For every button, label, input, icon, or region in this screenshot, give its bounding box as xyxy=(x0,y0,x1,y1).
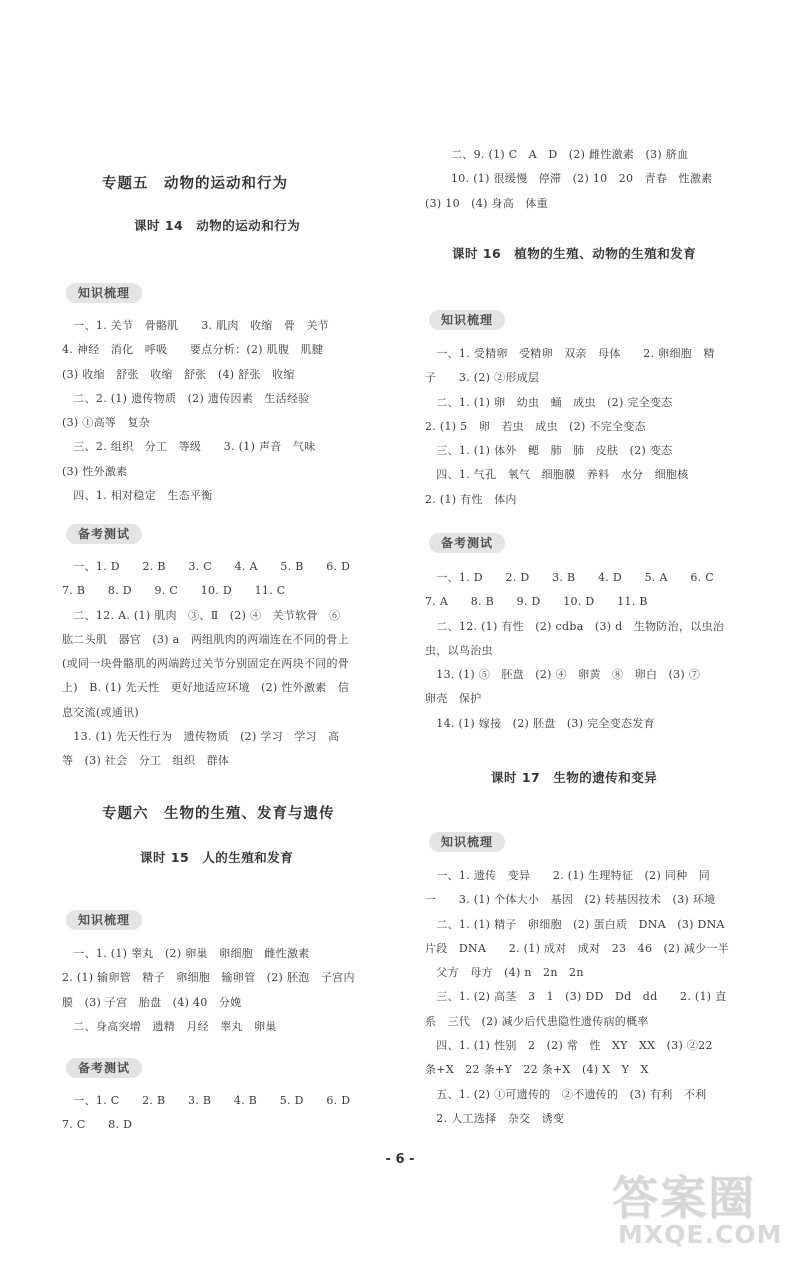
text-line: 条+X 22 条+Y 22 条+X (4) X Y X xyxy=(425,1063,649,1077)
text-line: 2. (1) 有性 体内 xyxy=(425,492,517,506)
text-line: (3) 性外激素 xyxy=(62,464,128,478)
text-line: 一、1. D 2. D 3. B 4. D 5. A 6. C xyxy=(425,571,714,584)
text-line: 五、1. (2) ①可遗传的 ②不遗传的 (3) 有利 不利 xyxy=(425,1087,707,1101)
text-line: 一、1. 关节 骨骼肌 3. 肌肉 收缩 骨 关节 xyxy=(62,319,330,332)
lesson14-knowledge-badge: 知识梳理 xyxy=(66,283,142,303)
text-line: 一、1. (1) 睾丸 (2) 卵巢 卵细胞 雌性激素 xyxy=(62,947,310,960)
lesson14-title: 课时 14 动物的运动和行为 xyxy=(134,218,301,233)
text-line: 四、1. (1) 性别 2 (2) 常 性 XY XX (3) ②22 xyxy=(425,1039,713,1053)
lesson15-knowledge-block xyxy=(62,942,362,1039)
text-line: 系 三代 (2) 减少后代患隐性遗传病的概率 xyxy=(425,1014,649,1028)
text-line: 膜 (3) 子宫 胎盘 (4) 40 分娩 xyxy=(62,995,242,1009)
text-line: 2. 人工选择 杂交 诱变 xyxy=(425,1111,565,1125)
text-line: 7. B 8. D 9. C 10. D 11. C xyxy=(62,584,286,598)
lesson17-knowledge-block xyxy=(425,864,745,1131)
text-line: (3) 收缩 舒张 收缩 舒张 (4) 舒张 收缩 xyxy=(62,367,295,381)
text-line: 二、2. (1) 遗传物质 (2) 遗传因素 生活经验 xyxy=(62,391,310,405)
text-line: 二、12. (1) 有性 (2) cdba (3) d 生物防治，以虫治 xyxy=(425,619,725,633)
lesson16-test-block xyxy=(425,566,745,736)
lesson16-knowledge-block xyxy=(425,342,745,512)
topic6-title: 专题六 生物的生殖、发育与遗传 xyxy=(102,806,335,822)
text-line: 2. (1) 输卵管 精子 卵细胞 输卵管 (2) 胚泡 子宫内 xyxy=(62,971,355,985)
topic5-title: 专题五 动物的运动和行为 xyxy=(102,176,288,192)
text-line: 14. (1) 嫁接 (2) 胚盘 (3) 完全变态发育 xyxy=(425,716,655,730)
page-number: - 6 - xyxy=(385,1152,415,1167)
text-line: 一、1. D 2. B 3. C 4. A 5. B 6. D xyxy=(62,560,351,573)
text-line: 四、1. 相对稳定 生态平衡 xyxy=(62,489,213,503)
text-line: 二、身高突增 遗精 月经 睾丸 卵巢 xyxy=(62,1019,277,1033)
watermark-logo xyxy=(612,1162,790,1252)
watermark-top-text: 答案圈 xyxy=(612,1171,756,1225)
lesson14-test-block xyxy=(62,555,362,774)
lesson17-title: 课时 17 生物的遗传和变异 xyxy=(491,770,658,785)
text-line: 等 (3) 社会 分工 组织 群体 xyxy=(62,754,230,768)
lesson16-test-badge: 备考测试 xyxy=(429,533,505,553)
text-line: (3) ①高等 复杂 xyxy=(62,416,151,430)
text-line: 父方 母方 (4) n 2n 2n xyxy=(425,966,584,980)
text-line: 一、1. 遗传 变异 2. (1) 生理特征 (2) 同种 同 xyxy=(425,869,711,882)
text-line: (3) 10 (4) 身高 体重 xyxy=(425,196,548,210)
text-line: 二、1. (1) 精子 卵细胞 (2) 蛋白质 DNA (3) DNA xyxy=(425,917,725,931)
text-line: (或同一块骨骼肌的两端跨过关节分别固定在两块不同的骨 xyxy=(62,657,350,671)
text-line: 二、9. (1) C A D (2) 雌性激素 (3) 脐血 xyxy=(451,148,689,161)
text-line: 一 3. (1) 个体大小 基因 (2) 转基因技术 (3) 环境 xyxy=(425,893,716,907)
text-line: 片段 DNA 2. (1) 成对 成对 23 46 (2) 减少一半 xyxy=(425,941,730,955)
lesson15-knowledge-badge: 知识梳理 xyxy=(66,910,142,930)
text-line: 三、1. (2) 高茎 3 1 (3) DD Dd dd 2. (1) 直 xyxy=(425,990,727,1004)
lesson14-test-badge: 备考测试 xyxy=(66,524,142,544)
text-line: 二、12. A. (1) 肌肉 ③、Ⅱ (2) ④ 关节软骨 ⑥ xyxy=(62,608,341,622)
lesson17-knowledge-badge: 知识梳理 xyxy=(429,832,505,852)
text-line: 2. (1) 5 卵 若虫 成虫 (2) 不完全变态 xyxy=(425,419,646,433)
lesson15-continued-block xyxy=(425,143,745,216)
text-line: 卵壳 保护 xyxy=(425,692,482,706)
text-line: 子 3. (2) ②形成层 xyxy=(425,371,540,385)
text-line: 一、1. C 2. B 3. B 4. B 5. D 6. D xyxy=(62,1094,351,1107)
lesson15-test-badge: 备考测试 xyxy=(66,1058,142,1078)
text-line: 7. C 8. D xyxy=(62,1118,133,1132)
text-line: 一、1. 受精卵 受精卵 双亲 母体 2. 卵细胞 精 xyxy=(425,347,715,360)
text-line: 13. (1) ⑤ 胚盘 (2) ④ 卵黄 ⑧ 卵白 (3) ⑦ xyxy=(425,668,701,682)
lesson16-title: 课时 16 植物的生殖、动物的生殖和发育 xyxy=(452,246,697,261)
lesson14-knowledge-block xyxy=(62,314,362,508)
text-line: 二、1. (1) 卵 幼虫 蛹 成虫 (2) 完全变态 xyxy=(425,395,673,409)
text-line: 四、1. 气孔 氧气 细胞膜 养料 水分 细胞核 xyxy=(425,468,689,482)
text-line: 4. 神经 消化 呼吸 要点分析：(2) 肌腹 肌腱 xyxy=(62,343,324,357)
text-line: 10. (1) 很缓慢 停滞 (2) 10 20 青春 性激素 xyxy=(451,172,713,186)
text-line: 7. A 8. B 9. D 10. D 11. B xyxy=(425,595,648,609)
watermark-bottom-text: MXQE.COM xyxy=(618,1220,783,1249)
text-line: 三、1. (1) 体外 鳃 肺 肺 皮肤 (2) 变态 xyxy=(425,444,673,458)
text-line: 上) B. (1) 先天性 更好地适应环境 (2) 性外激素 信 xyxy=(62,681,350,695)
text-line: 肱二头肌 器官 (3) a 两组肌肉的两端连在不同的骨上 xyxy=(62,632,350,646)
lesson15-test-block xyxy=(62,1089,362,1138)
lesson15-title: 课时 15 人的生殖和发育 xyxy=(140,850,294,865)
text-line: 息交流(或通讯) xyxy=(62,705,139,719)
lesson16-knowledge-badge: 知识梳理 xyxy=(429,310,505,330)
text-line: 三、2. 组织 分工 等级 3. (1) 声音 气味 xyxy=(62,440,316,454)
text-line: 13. (1) 先天性行为 遗传物质 (2) 学习 学习 高 xyxy=(62,730,340,744)
text-line: 虫，以鸟治虫 xyxy=(425,643,493,657)
